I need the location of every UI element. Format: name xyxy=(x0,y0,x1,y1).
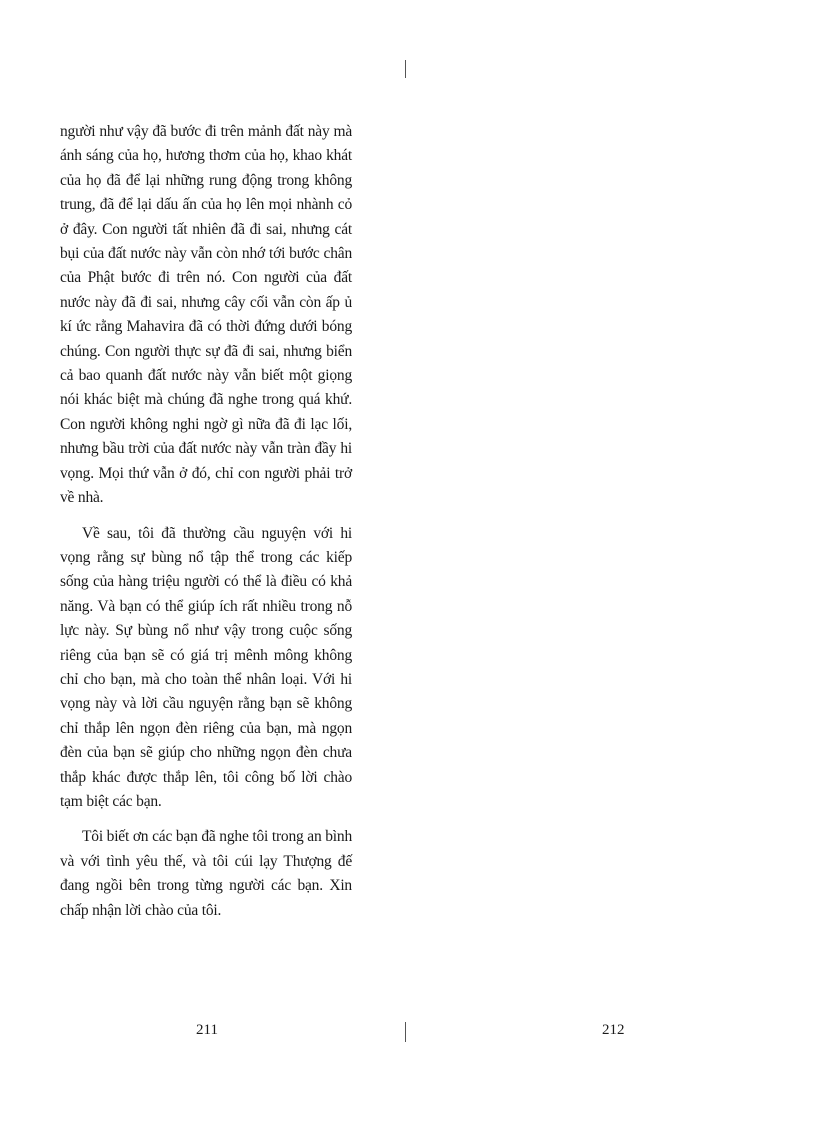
page-divider-bottom xyxy=(405,1022,406,1042)
page-divider-top xyxy=(405,60,406,78)
left-page-number: 211 xyxy=(196,1022,218,1038)
paragraph-1: người như vậy đã bước đi trên mảnh đất này mà ánh sáng của họ, hương thơm của họ, khao khát của họ đã để lại những rung động trong không trung, đã để lại dấu ấn của họ lên mọi nhành cỏ ở đây. Con người tất nhiên đã đi sai, nhưng cát bụi của đất nước này vẫn còn nhớ tới bước chân của Phật bước đi trên nó. Con người của đất nước này đã đi sai, nhưng cây cối vẫn còn ấp ủ kí ức rằng Mahavira đã có thời đứng dưới bóng chúng. Con người thực sự đã đi sai, nhưng biển cả bao quanh đất nước này vẫn biết một giọng nói khác biệt mà chúng đã nghe trong quá khứ. Con người không nghi ngờ gì nữa đã đi lạc lối, nhưng bầu trời của đất nước này vẫn tràn đầy hi vọng. Mọi thứ vẫn ở đó, chỉ con người phải trở về nhà. xyxy=(60,123,352,507)
paragraph-2: Về sau, tôi đã thường cầu nguyện với hi vọng rằng sự bùng nổ tập thể trong các kiếp sống của hàng triệu người có thể là điều có khả năng. Và bạn có thể giúp ích rất nhiều trong nỗ lực này. Sự bùng nổ như vậy trong cuộc sống riêng của bạn sẽ có giá trị mênh mông không chỉ cho bạn, mà cho toàn thể nhân loại. Với hi vọng này và lời cầu nguyện rằng bạn sẽ không chỉ thắp lên ngọn đèn riêng của bạn, mà ngọn đèn của bạn sẽ giúp cho những ngọn đèn chưa thắp khác được thắp lên, tôi công bố lời chào tạm biệt các bạn. xyxy=(60,524,352,810)
paragraph-3: Tôi biết ơn các bạn đã nghe tôi trong an bình và với tình yêu thế, và tôi cúi lạy Thượng đế đang ngồi bên trong từng người các bạn. Xin chấp nhận lời chào của tôi. xyxy=(60,828,352,919)
right-page-number: 212 xyxy=(602,1022,625,1038)
left-page-text xyxy=(60,120,352,934)
